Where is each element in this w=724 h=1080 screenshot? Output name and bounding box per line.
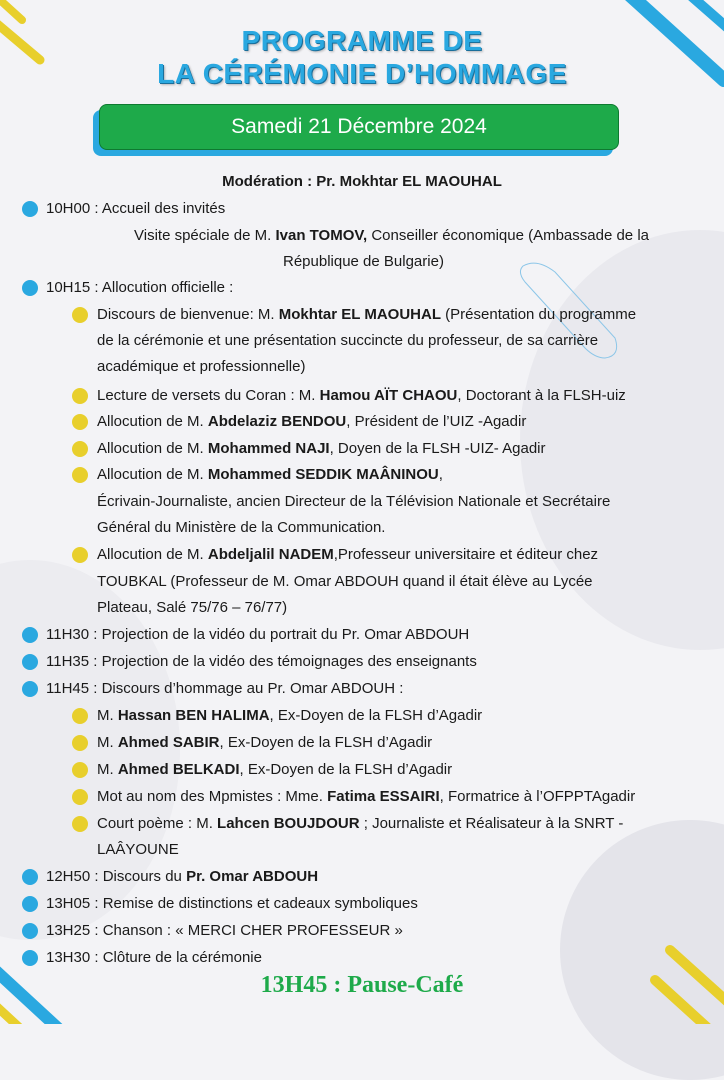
yellow-bullet [72, 789, 88, 805]
item-text: : Projection de la vidéo du portrait du Pr. Omar ABDOUH [89, 626, 470, 643]
text: Mot au nom des Mpmistes : Mme. [97, 788, 328, 805]
item-time: 11H35 [46, 653, 90, 670]
text: (Présentation du programme [441, 306, 637, 323]
item-time: 11H30 [46, 626, 90, 643]
yellow-bullet [72, 735, 88, 751]
sub-item-welcome-line-2: de la cérémonie et une présentation succincte du professeur, de sa carrière [97, 332, 599, 349]
blue-bullet [22, 201, 38, 217]
blue-bullet [22, 896, 38, 912]
yellow-bullet [72, 388, 88, 404]
program-item-1305 [46, 894, 418, 914]
text: Court poème : M. [97, 815, 218, 832]
yellow-bullet [72, 307, 88, 323]
item-time: 10H15 [46, 279, 91, 296]
text: Allocution de M. [97, 546, 208, 563]
sub-item-belkadi [97, 760, 452, 780]
sub-item-ben-halima [97, 706, 482, 726]
speaker-name: Mokhtar EL MAOUHAL [278, 306, 441, 323]
program-item-1325 [46, 921, 403, 941]
sub-item-nadem [97, 545, 598, 565]
item-text: : Allocution officielle : [90, 279, 234, 296]
blue-bullet [22, 280, 38, 296]
yellow-bullet [72, 816, 88, 832]
pause-cafe-footer: 13H45 : Pause-Café [260, 972, 464, 998]
blue-bullet [22, 950, 38, 966]
speaker-name: Abdelaziz BENDOU [207, 413, 347, 430]
program-item-1130 [46, 625, 469, 645]
moderation-line: Modération : Pr. Mokhtar EL MAOUHAL [222, 173, 502, 190]
blue-bullet [22, 923, 38, 939]
sub-item-welcome [97, 305, 636, 325]
yellow-bullet [72, 414, 88, 430]
speaker-name: Hamou AÏT CHAOU [319, 387, 458, 404]
sub-item-sabir [97, 733, 432, 753]
text: ; Journaliste et Réalisateur à la SNRT - [359, 815, 624, 832]
program-item-1250 [46, 867, 318, 887]
item-text: : Accueil des invités [90, 200, 226, 217]
sub-item-boujdour-line-2: LAÂYOUNE [97, 841, 179, 858]
yellow-bullet [72, 441, 88, 457]
sub-item-maaninou-line-3: Général du Ministère de la Communication. [97, 519, 386, 536]
speaker-name: Ahmed BELKADI [117, 761, 240, 778]
sub-item-nadem-line-3: Plateau, Salé 75/76 – 76/77) [97, 599, 288, 616]
text: , Ex-Doyen de la FLSH d’Agadir [239, 761, 453, 778]
program-item-1015 [46, 278, 233, 298]
special-visit-line-1 [134, 226, 649, 246]
item-text: : Discours du [90, 868, 187, 885]
text: M. [97, 734, 118, 751]
item-text: : Chanson : « MERCI CHER PROFESSEUR » [90, 922, 403, 939]
text: Allocution de M. [97, 466, 208, 483]
sub-item-coran [97, 386, 626, 406]
text: Lecture de versets du Coran : M. [97, 387, 320, 404]
text: , Formatrice à l’OFPPTAgadir [439, 788, 636, 805]
text: Discours de bienvenue: M. [97, 306, 279, 323]
text: Visite spéciale de M. [134, 227, 276, 244]
date-banner: Samedi 21 Décembre 2024 [99, 104, 619, 150]
text: M. [97, 707, 118, 724]
special-visit-line-2: République de Bulgarie) [283, 253, 444, 270]
text: Allocution de M. [97, 413, 208, 430]
item-time: 10H00 [46, 200, 91, 217]
sub-item-maaninou-line-2: Écrivain-Journaliste, ancien Directeur de la Télévision Nationale et Secrétaire [97, 493, 611, 510]
guest-name: Ivan TOMOV, [275, 227, 368, 244]
sub-item-naji [97, 439, 546, 459]
speaker-name: Hassan BEN HALIMA [117, 707, 270, 724]
sub-item-maaninou [97, 465, 443, 485]
item-time: 13H25 [46, 922, 91, 939]
sub-item-welcome-line-3: académique et professionnelle) [97, 358, 306, 375]
yellow-bullet [72, 762, 88, 778]
yellow-bullet [72, 708, 88, 724]
sub-item-essairi [97, 787, 635, 807]
text: Conseiller économique (Ambassade de la [367, 227, 649, 244]
yellow-bullet [72, 547, 88, 563]
item-text: : Discours d’hommage au Pr. Omar ABDOUH : [89, 680, 404, 697]
speaker-name: Fatima ESSAIRI [327, 788, 440, 805]
item-text: : Projection de la vidéo des témoignages des enseignants [89, 653, 477, 670]
item-time: 13H05 [46, 895, 91, 912]
blue-bullet [22, 681, 38, 697]
text: ,Professeur universitaire et éditeur chez [333, 546, 599, 563]
program-item-1330 [46, 948, 262, 968]
blue-bullet [22, 627, 38, 643]
item-time: 13H30 [46, 949, 91, 966]
program-item-1145 [46, 679, 403, 699]
text: M. [97, 761, 118, 778]
text: , Doctorant à la FLSH-uiz [457, 387, 626, 404]
speaker-name: Ahmed SABIR [117, 734, 220, 751]
speaker-name: Mohammed SEDDIK MAÂNINOU [207, 466, 439, 483]
page-title-line-2: LA CÉRÉMONIE D’HOMMAGE [157, 58, 567, 89]
speaker-name: Abdeljalil NADEM [207, 546, 334, 563]
text: , Ex-Doyen de la FLSH d’Agadir [269, 707, 483, 724]
speaker-name: Lahcen BOUJDOUR [217, 815, 360, 832]
yellow-bullet [72, 467, 88, 483]
text: , Président de l’UIZ -Agadir [346, 413, 527, 430]
sub-item-boujdour [97, 814, 623, 834]
program-item-1000 [46, 199, 225, 219]
item-text: : Clôture de la cérémonie [90, 949, 262, 966]
text: , Ex-Doyen de la FLSH d’Agadir [219, 734, 433, 751]
blue-bullet [22, 654, 38, 670]
item-time: 12H50 [46, 868, 91, 885]
item-time: 11H45 [46, 680, 90, 697]
speaker-name: Mohammed NAJI [207, 440, 330, 457]
program-item-1135 [46, 652, 477, 672]
text: , Doyen de la FLSH -UIZ- Agadir [329, 440, 546, 457]
text: , [438, 466, 443, 483]
blue-bullet [22, 869, 38, 885]
text: Allocution de M. [97, 440, 208, 457]
item-text: : Remise de distinctions et cadeaux symboliques [90, 895, 418, 912]
sub-item-bendou [97, 412, 526, 432]
page-title-line-1: PROGRAMME DE [241, 25, 483, 56]
speaker-name: Pr. Omar ABDOUH [186, 868, 319, 885]
sub-item-nadem-line-2: TOUBKAL (Professeur de M. Omar ABDOUH quand il était élève au Lycée [97, 573, 593, 590]
